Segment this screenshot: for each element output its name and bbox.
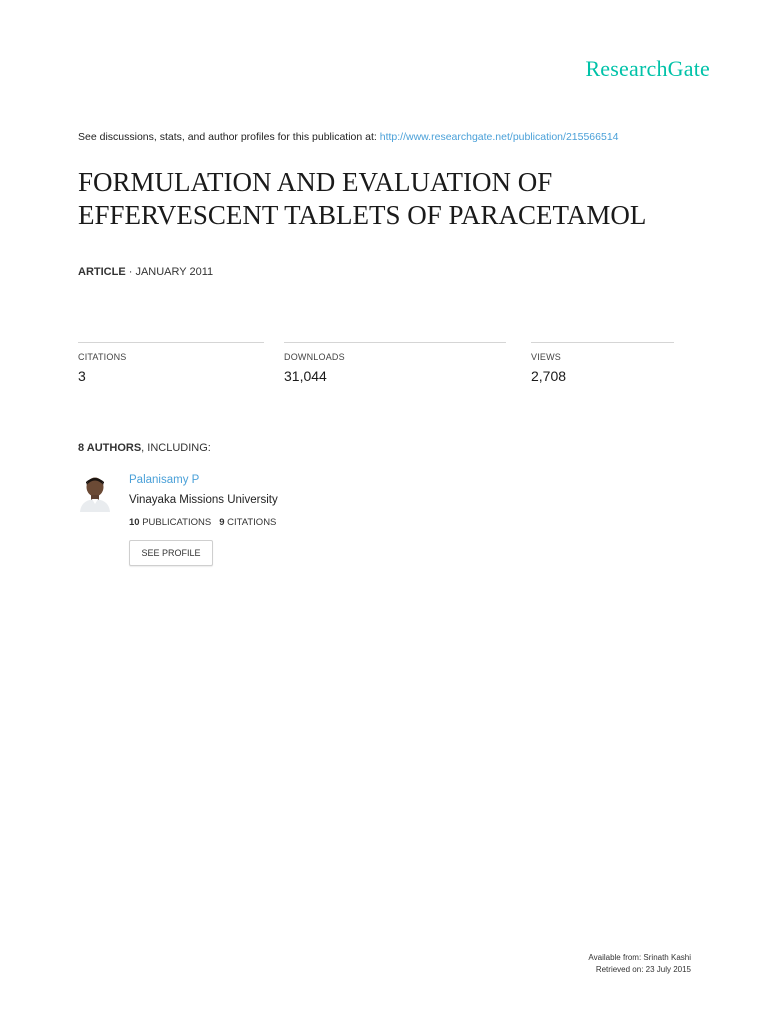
citations-count: 9 (219, 517, 225, 528)
stat-label: DOWNLOADS (284, 352, 345, 362)
stat-value: 2,708 (531, 368, 567, 384)
publications-label: PUBLICATIONS (142, 517, 212, 528)
authors-heading (78, 442, 211, 454)
publication-meta (78, 266, 213, 278)
publication-date: JANUARY 2011 (135, 266, 214, 278)
author-counts (129, 517, 276, 528)
stat-value: 3 (78, 368, 86, 384)
stat-label: VIEWS (531, 352, 562, 362)
author-affiliation: Vinayaka Missions University (129, 494, 278, 506)
publication-title (78, 166, 698, 232)
authors-suffix: , INCLUDING: (141, 442, 211, 454)
publication-link[interactable]: http://www.researchgate.net/publication/215566514 (379, 131, 619, 143)
stat-citations (78, 342, 264, 384)
stat-value: 31,044 (284, 368, 327, 384)
author-name-link[interactable]: Palanisamy P (129, 474, 200, 486)
discussion-note (78, 131, 619, 143)
meta-separator: · (125, 266, 136, 278)
title-line-2: EFFERVESCENT TABLETS OF PARACETAMOL (78, 200, 647, 230)
stat-label: CITATIONS (78, 352, 127, 362)
footer-info (588, 952, 691, 976)
avatar-photo-icon (78, 474, 112, 512)
authors-count: 8 AUTHORS (78, 442, 142, 454)
stat-views (531, 342, 674, 384)
see-profile-button[interactable]: SEE PROFILE (129, 540, 213, 566)
available-from: Available from: Srinath Kashi (588, 953, 691, 962)
title-line-1: FORMULATION AND EVALUATION OF (78, 167, 553, 197)
publication-type: ARTICLE (78, 266, 126, 278)
researchgate-logo[interactable]: ResearchGate (585, 56, 710, 81)
citations-label: CITATIONS (227, 517, 277, 528)
discussion-text: See discussions, stats, and author profiles for this publication at: (78, 131, 380, 143)
retrieved-on: Retrieved on: 23 July 2015 (595, 965, 691, 974)
stat-downloads (284, 342, 506, 384)
author-avatar[interactable] (78, 474, 112, 512)
publications-count: 10 (129, 517, 140, 528)
